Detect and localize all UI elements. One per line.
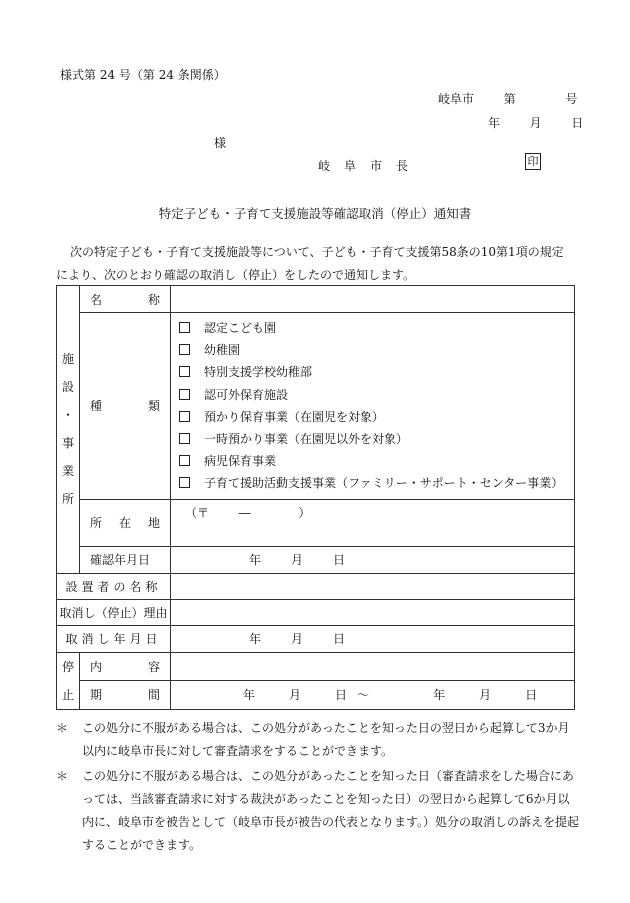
checkbox[interactable] xyxy=(179,433,190,444)
addressee-suffix: 様 xyxy=(214,136,227,150)
mayor-name: 岐阜市長 xyxy=(318,159,423,173)
type-option[interactable]: 一時預かり事業（在園児以外を対象） xyxy=(179,428,574,450)
period-label: 期 間 xyxy=(80,681,171,710)
type-label: 種 類 xyxy=(80,313,171,500)
founder-label: 設置者の名称 xyxy=(57,573,171,599)
date-year: 年 xyxy=(488,116,501,130)
document-number-line xyxy=(438,90,577,107)
postal-dash: ― xyxy=(238,505,251,520)
type-checkbox-list xyxy=(171,313,575,500)
note-1 xyxy=(56,717,580,763)
cancel-date-label: 取消し年月日 xyxy=(57,625,171,652)
confirm-date-field[interactable]: 年 月 日 xyxy=(171,546,575,573)
document-title: 特定子ども・子育て支援施設等確認取消（停止）通知書 xyxy=(158,206,472,221)
checkbox[interactable] xyxy=(179,344,190,355)
form-number: 様式第 24 号（第 24 条関係） xyxy=(60,68,226,82)
reason-label: 取消し（停止）理由 xyxy=(57,599,171,625)
facility-group-label: 施 設 ・ 事 業 所 xyxy=(57,286,80,574)
type-option[interactable]: 認定こども園 xyxy=(179,317,574,339)
reason-field[interactable] xyxy=(171,599,575,625)
date-month: 月 xyxy=(529,116,542,130)
checkbox[interactable] xyxy=(179,366,190,377)
address-field[interactable] xyxy=(171,499,575,546)
confirm-date-label: 確認年月日 xyxy=(80,546,171,573)
asterisk-icon: ＊ xyxy=(56,721,69,735)
type-option[interactable]: 認可外保育施設 xyxy=(179,384,574,406)
cancel-date-field[interactable]: 年 月 日 xyxy=(171,625,575,652)
seal-mark: 印 xyxy=(525,153,541,170)
asterisk-icon: ＊ xyxy=(56,769,69,783)
type-option[interactable]: 幼稚園 xyxy=(179,339,574,361)
type-option[interactable]: 子育て援助活動支援事業（ファミリー・サポート・センター事業） xyxy=(179,472,574,494)
stop-group-label: 停 止 xyxy=(57,652,80,709)
postal-open: （〒 xyxy=(185,505,210,520)
type-option[interactable]: 特別支援学校幼稚部 xyxy=(179,361,574,383)
date-day: 日 xyxy=(571,116,584,130)
issue-date-line xyxy=(488,114,583,131)
checkbox[interactable] xyxy=(179,389,190,400)
checkbox[interactable] xyxy=(179,411,190,422)
type-option[interactable]: 預かり保育事業（在園児を対象） xyxy=(179,406,574,428)
checkbox[interactable] xyxy=(179,477,190,488)
content-label: 内 容 xyxy=(80,652,171,681)
checkbox[interactable] xyxy=(179,455,190,466)
address-label: 所 在 地 xyxy=(80,499,171,546)
note-text: この処分に不服がある場合は、この処分があったことを知った日（審査請求をした場合にあっては、当該審査請求に対する裁決があったことを知った日）の翌日から起算して6か月以内に、岐阜市を被告として（岐阜市長が被告の代表となります。）処分の取消しの訴えを提起することができます。 xyxy=(82,769,580,852)
checkbox[interactable] xyxy=(179,322,190,333)
note-2 xyxy=(56,765,580,857)
postal-close: ） xyxy=(298,505,311,520)
intro-line-1: 次の特定子ども・子育て支援施設等について、子ども・子育て支援第58条の10第1項の規定 xyxy=(70,245,564,259)
number-go: 号 xyxy=(565,92,578,106)
number-dai: 第 xyxy=(503,92,516,106)
intro-line-2: により、次のとおり確認の取消し（停止）をしたので通知します。 xyxy=(56,268,416,282)
founder-field[interactable] xyxy=(171,573,575,599)
notice-form-table xyxy=(56,285,575,710)
content-field[interactable] xyxy=(171,652,575,681)
issuer-city: 岐阜市 xyxy=(438,92,475,106)
name-label: 名 称 xyxy=(80,286,171,313)
period-field[interactable]: 年 月 日 ～ 年 月 日 xyxy=(171,681,575,710)
name-field[interactable] xyxy=(171,286,575,313)
type-option[interactable]: 病児保育事業 xyxy=(179,450,574,472)
note-text: この処分に不服がある場合は、この処分があったことを知った日の翌日から起算して3か月以内に岐阜市長に対して審査請求をすることができます。 xyxy=(82,721,570,758)
